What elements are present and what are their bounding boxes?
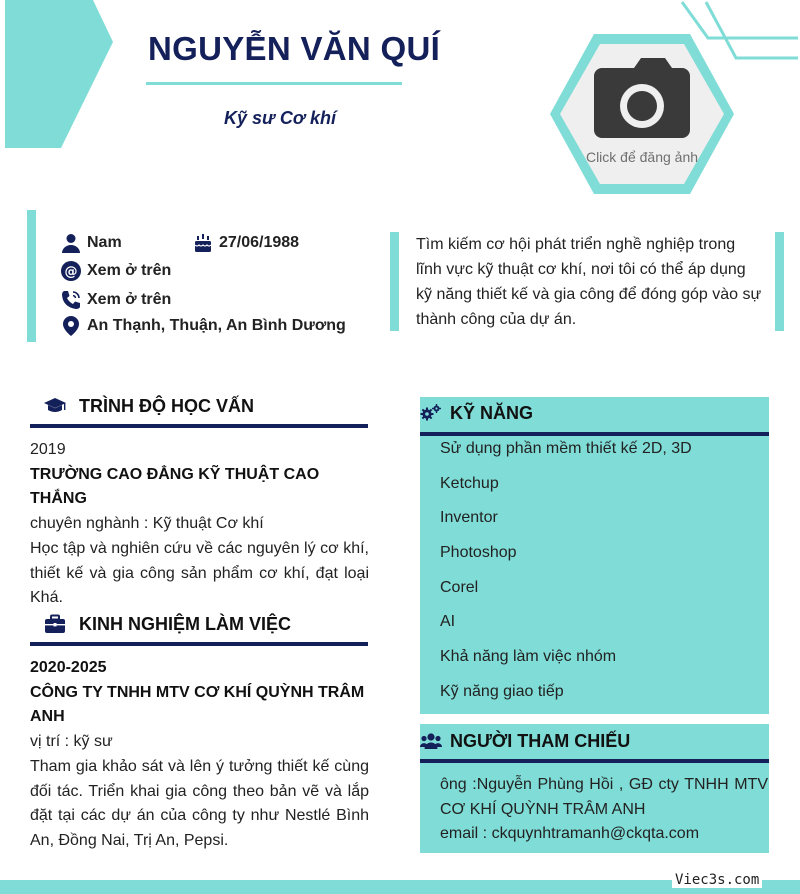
- at-sign-icon: [60, 260, 82, 282]
- gears-icon: [420, 402, 442, 424]
- contact-accent-bar: [27, 210, 36, 342]
- briefcase-icon: [42, 612, 68, 636]
- job-title: Kỹ sư Cơ khí: [224, 108, 336, 128]
- skill-item: Ketchup: [440, 474, 499, 492]
- education-year: 2019: [30, 441, 66, 458]
- skills-section-title: KỸ NĂNG: [420, 402, 533, 424]
- experience-section-title: KINH NGHIỆM LÀM VIỆC: [42, 612, 291, 636]
- references-section-title: NGƯỜI THAM CHIẾU: [420, 730, 630, 752]
- skill-item: Sử dụng phần mềm thiết kế 2D, 3D: [440, 440, 692, 457]
- reference-entry: [440, 773, 768, 847]
- skill-item: Khả năng làm việc nhóm: [440, 648, 617, 666]
- photo-upload-area[interactable]: [546, 30, 738, 198]
- education-divider: [30, 424, 368, 428]
- contact-email: @ Xem ở trên: [60, 260, 171, 282]
- skill-item: Inventor: [440, 509, 498, 527]
- graduation-cap-icon: [42, 394, 68, 418]
- camera-icon: [594, 58, 690, 138]
- references-divider: [420, 759, 769, 763]
- skill-item: AI: [440, 613, 456, 631]
- header-decoration-left: [5, 0, 115, 150]
- education-school: TRƯỜNG CAO ĐẲNG KỸ THUẬT CAO THẮNG: [30, 465, 320, 508]
- contact-phone: Xem ở trên: [60, 289, 171, 311]
- skill-item: Photoshop: [440, 544, 517, 562]
- contact-address: An Thạnh, Thuận, An Bình Dương: [60, 315, 346, 337]
- objective-accent-bar-left: [390, 232, 399, 331]
- cake-icon: [192, 232, 214, 254]
- skill-item: Kỹ năng giao tiếp: [440, 682, 564, 700]
- photo-caption: Click để đăng ảnh: [585, 149, 699, 165]
- name-underline: [146, 82, 402, 85]
- education-description: Học tập và nghiên cứu về các nguyên lý cơ khí, thiết kế và gia công sản phẩm cơ khí, đạt loại Khá.: [30, 539, 369, 607]
- contact-birthdate: 27/06/1988: [192, 232, 299, 254]
- candidate-name: NGUYỄN VĂN QUÍ: [148, 30, 441, 67]
- education-major: chuyên nghành : Kỹ thuật Cơ khí: [30, 515, 264, 533]
- experience-description: Tham gia khảo sát và lên ý tưởng thiết kế cùng đối tác. Triển khai gia công theo bản vẽ và lắp đặt tại các dự án của công ty như Nestlé Bình An, Đồng Nai, Trị An, Pepsi.: [30, 757, 369, 849]
- people-group-icon: [420, 730, 442, 752]
- experience-period: 2020-2025: [30, 659, 107, 676]
- phone-icon: [60, 289, 82, 311]
- watermark: Viec3s.com: [672, 872, 762, 888]
- experience-company: CÔNG TY TNHH MTV CƠ KHÍ QUỲNH TRÂM ANH: [30, 683, 365, 726]
- career-objective: Tìm kiếm cơ hội phát triển nghề nghiệp trong lĩnh vực kỹ thuật cơ khí, nơi tôi có thể áp dụng kỹ năng thiết kế và gia công để đóng góp vào sự thành công của dự án.: [416, 236, 762, 328]
- contact-gender: Nam: [60, 232, 122, 254]
- skill-item: Corel: [440, 578, 479, 596]
- reference-person: ông :Nguyễn Phùng Hồi , GĐ cty TNHH MTV CƠ KHÍ QUỲNH TRÂM ANH: [440, 776, 768, 818]
- education-entry: [30, 438, 369, 611]
- experience-entry: [30, 656, 369, 854]
- person-icon: [60, 232, 82, 254]
- experience-divider: [30, 642, 368, 646]
- svg-text:@: @: [64, 264, 78, 280]
- location-pin-icon: [60, 315, 82, 337]
- experience-position: vị trí : kỹ sư: [30, 733, 113, 751]
- reference-email: email : ckquynhtramanh@ckqta.com: [440, 825, 700, 843]
- objective-accent-bar-right: [775, 232, 784, 331]
- skills-list: [440, 436, 692, 714]
- education-section-title: TRÌNH ĐỘ HỌC VẤN: [42, 394, 254, 418]
